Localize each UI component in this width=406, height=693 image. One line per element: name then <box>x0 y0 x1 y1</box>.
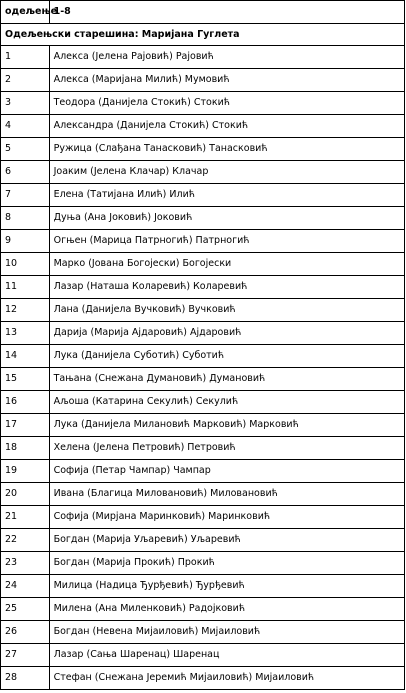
student-number: 8 <box>1 207 50 230</box>
student-row <box>1 207 405 230</box>
student-row <box>1 575 405 598</box>
student-name: Богдан (Марија Прокић) Прокић <box>49 552 404 575</box>
roster-body <box>1 1 405 690</box>
student-number: 22 <box>1 529 50 552</box>
student-row <box>1 391 405 414</box>
student-number: 1 <box>1 46 50 69</box>
student-row <box>1 253 405 276</box>
student-name: Аљоша (Катарина Секулић) Секулић <box>49 391 404 414</box>
student-name: Јоаким (Јелена Клачар) Клачар <box>49 161 404 184</box>
student-row <box>1 552 405 575</box>
student-row <box>1 69 405 92</box>
student-row <box>1 483 405 506</box>
student-number: 12 <box>1 299 50 322</box>
student-number: 9 <box>1 230 50 253</box>
student-name: Лука (Данијела Суботић) Суботић <box>49 345 404 368</box>
student-name: Алекса (Маријана Милић) Мумовић <box>49 69 404 92</box>
teacher-row <box>1 24 405 46</box>
student-number: 24 <box>1 575 50 598</box>
student-number: 16 <box>1 391 50 414</box>
student-number: 5 <box>1 138 50 161</box>
student-number: 25 <box>1 598 50 621</box>
student-number: 23 <box>1 552 50 575</box>
student-row <box>1 368 405 391</box>
student-name: Богдан (Марија Уљаревић) Уљаревић <box>49 529 404 552</box>
student-row <box>1 529 405 552</box>
student-name: Александра (Данијела Стокић) Стокић <box>49 115 404 138</box>
student-name: Богдан (Невена Мијаиловић) Мијаиловић <box>49 621 404 644</box>
student-name: Теодора (Данијела Стокић) Стокић <box>49 92 404 115</box>
student-row <box>1 161 405 184</box>
student-name: Ивана (Благица Миловановић) Миловановић <box>49 483 404 506</box>
student-name: Дуња (Ана Јоковић) Јоковић <box>49 207 404 230</box>
student-row <box>1 92 405 115</box>
student-row <box>1 230 405 253</box>
student-row <box>1 414 405 437</box>
student-row <box>1 345 405 368</box>
student-row <box>1 667 405 690</box>
student-row <box>1 299 405 322</box>
student-row <box>1 460 405 483</box>
student-name: Ружица (Слађана Танасковић) Танасковић <box>49 138 404 161</box>
student-number: 4 <box>1 115 50 138</box>
department-value: 1-8 <box>49 1 404 24</box>
student-name: Лана (Данијела Вучковић) Вучковић <box>49 299 404 322</box>
student-row <box>1 276 405 299</box>
student-number: 17 <box>1 414 50 437</box>
student-row <box>1 138 405 161</box>
student-number: 28 <box>1 667 50 690</box>
student-number: 19 <box>1 460 50 483</box>
student-name: Лазар (Сања Шаренац) Шаренац <box>49 644 404 667</box>
student-row <box>1 46 405 69</box>
student-row <box>1 437 405 460</box>
student-number: 26 <box>1 621 50 644</box>
student-name: Стефан (Снежана Јеремић Мијаиловић) Мијаиловић <box>49 667 404 690</box>
student-name: Лука (Данијела Милановић Марковић) Марковић <box>49 414 404 437</box>
student-number: 3 <box>1 92 50 115</box>
student-number: 11 <box>1 276 50 299</box>
student-number: 14 <box>1 345 50 368</box>
student-number: 21 <box>1 506 50 529</box>
student-number: 15 <box>1 368 50 391</box>
student-row <box>1 621 405 644</box>
student-name: Милица (Надица Ђурђевић) Ђурђевић <box>49 575 404 598</box>
student-name: Софија (Петар Чампар) Чампар <box>49 460 404 483</box>
student-name: Дарија (Марија Ајдаровић) Ајдаровић <box>49 322 404 345</box>
department-row <box>1 1 405 24</box>
student-row <box>1 115 405 138</box>
student-number: 18 <box>1 437 50 460</box>
student-row <box>1 322 405 345</box>
student-number: 2 <box>1 69 50 92</box>
teacher-line: Одељењски старешина: Маријана Гуглета <box>1 24 405 46</box>
department-label: одељење <box>1 1 50 24</box>
student-name: Марко (Јована Богојески) Богојески <box>49 253 404 276</box>
student-number: 20 <box>1 483 50 506</box>
student-name: Елена (Татијана Илић) Илић <box>49 184 404 207</box>
student-name: Лазар (Наташа Коларевић) Коларевић <box>49 276 404 299</box>
student-name: Алекса (Јелена Рајовић) Рајовић <box>49 46 404 69</box>
student-name: Хелена (Јелена Петровић) Петровић <box>49 437 404 460</box>
student-number: 7 <box>1 184 50 207</box>
student-number: 13 <box>1 322 50 345</box>
student-number: 6 <box>1 161 50 184</box>
student-row <box>1 184 405 207</box>
student-name: Софија (Мирјана Маринковић) Маринковић <box>49 506 404 529</box>
student-name: Милена (Ана Миленковић) Радојковић <box>49 598 404 621</box>
student-row <box>1 644 405 667</box>
student-number: 27 <box>1 644 50 667</box>
student-name: Огњен (Марица Патрногић) Патрногић <box>49 230 404 253</box>
student-row <box>1 506 405 529</box>
student-number: 10 <box>1 253 50 276</box>
student-row <box>1 598 405 621</box>
student-name: Тањана (Снежана Думановић) Думановић <box>49 368 404 391</box>
